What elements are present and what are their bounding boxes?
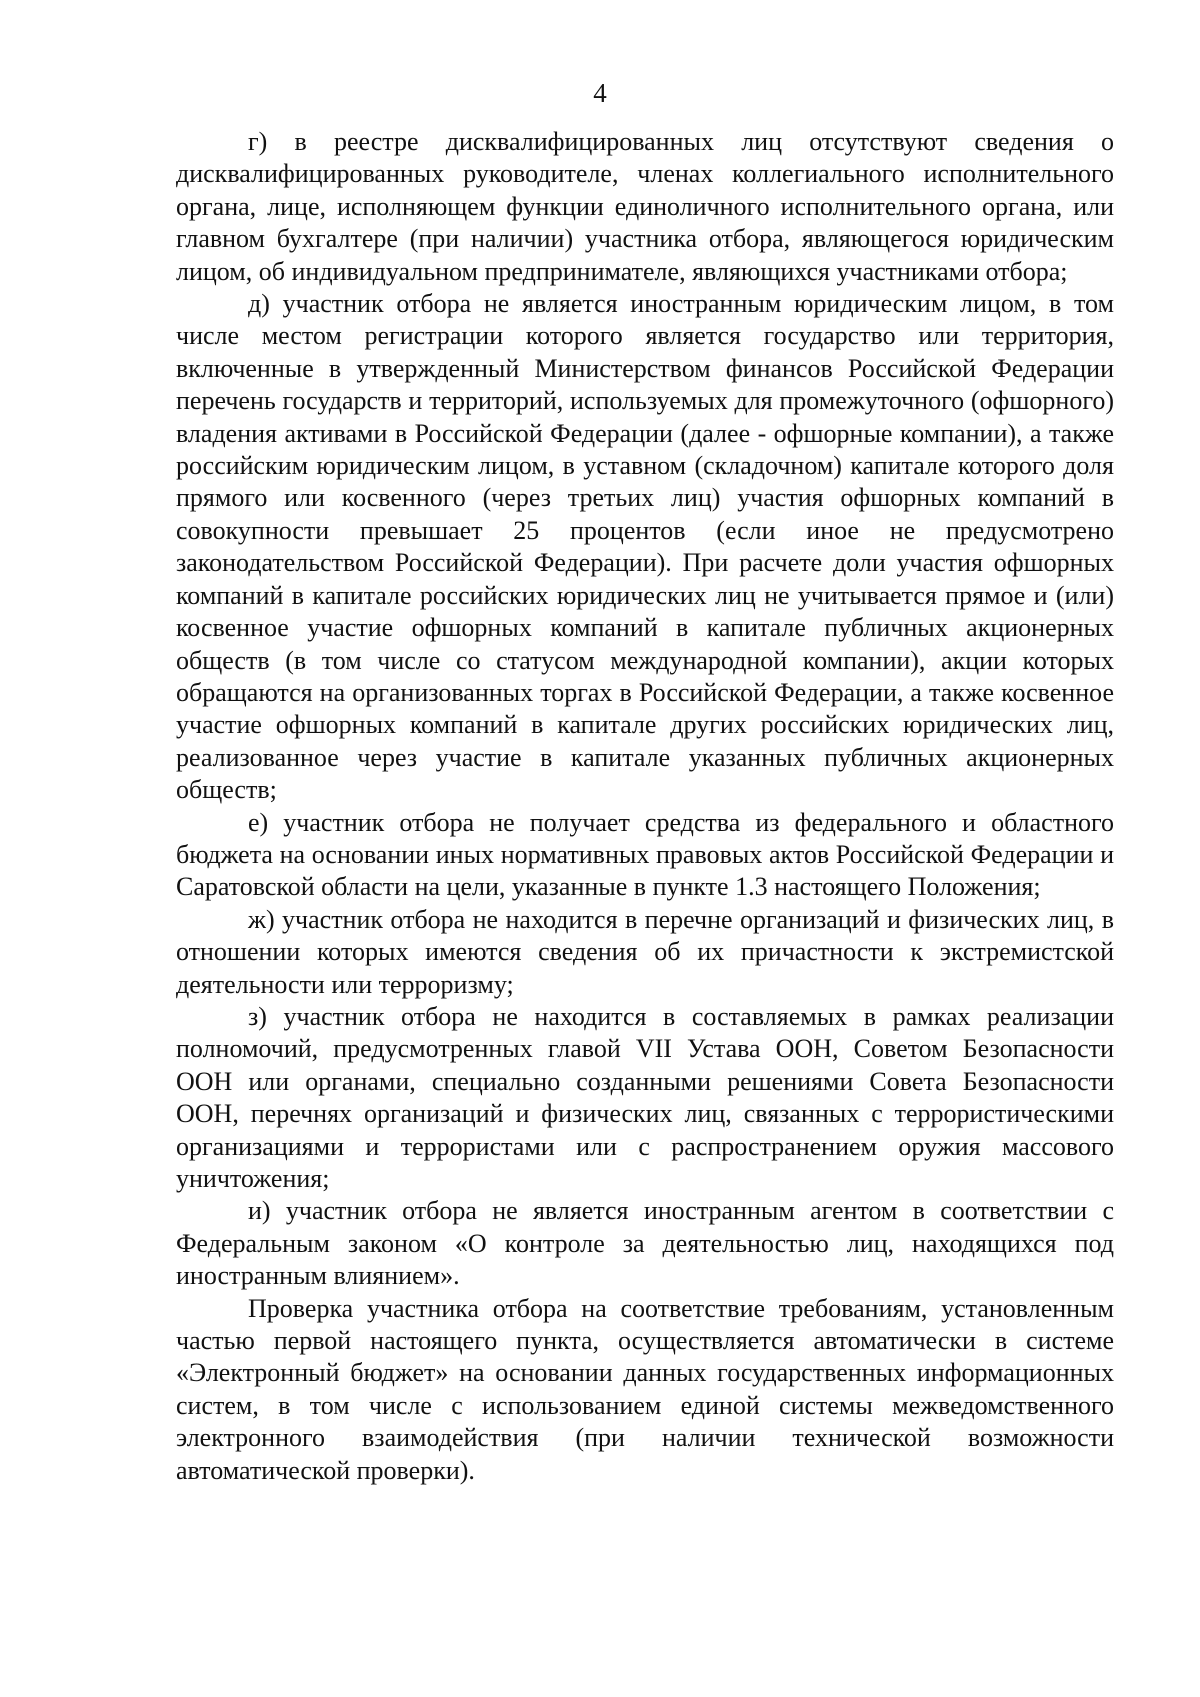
page-number: 4 [593, 78, 607, 108]
paragraph-i-foreign-agent: и) участник отбора не является иностранным агентом в соответствии с Федеральным законом «О контроле за деятельностью лиц, находящихся под иностранным влиянием». [176, 1196, 1114, 1291]
paragraph-g-disqualified-persons: г) в реестре дисквалифицированных лиц отсутствуют сведения о дисквалифицированных руководителе, членах коллегиального исполнительного органа, лице, исполняющем функции единоличного исполнительного органа, или главном бухгалтере (при наличии) участника отбора, являющегося юридическим лицом, об индивидуальном предпринимателе, являющихся участниками отбора; [176, 127, 1114, 286]
paragraph-d-offshore-companies: д) участник отбора не является иностранным юридическим лицом, в том числе местом регистрации которого является государство или территория, включенные в утвержденный Министерством финансов Российской Федерации перечень государств и территорий, используемых для промежуточного (офшорного) владения активами в Российской Федерации (далее - офшорные компании), а также российским юридическим лицом, в уставном (складочном) капитале которого доля прямого или косвенного (через третьих лиц) участия офшорных компаний в совокупности превышает 25 процентов (если иное не предусмотрено законодательством Российской Федерации). При расчете доли участия офшорных компаний в капитале российских юридических лиц не учитывается прямое и (или) косвенное участие офшорных компаний в капитале публичных акционерных обществ (в том числе со статусом международной компании), акции которых обращаются на организованных торгах в Российской Федерации, а также косвенное участие офшорных компаний в капитале других российских юридических лиц, реализованное через участие в капитале указанных публичных акционерных обществ; [176, 289, 1114, 805]
paragraph-automatic-verification: Проверка участника отбора на соответствие требованиям, установленным частью первой настоящего пункта, осуществляется автоматически в системе «Электронный бюджет» на основании данных государственных информационных систем, в том числе с использованием единой системы межведомственного электронного взаимодействия (при наличии технической возможности автоматической проверки). [176, 1293, 1114, 1485]
paragraph-zh-extremism-list: ж) участник отбора не находится в перечне организаций и физических лиц, в отношении которых имеются сведения об их причастности к экстремистской деятельности или терроризму; [176, 904, 1114, 999]
document-body [176, 126, 1114, 1487]
paragraph-e-budget-funds: е) участник отбора не получает средства из федерального и областного бюджета на основании иных нормативных правовых актов Российской Федерации и Саратовской области на цели, указанные в пункте 1.3 настоящего Положения; [176, 807, 1114, 902]
paragraph-z-un-sanctions-list: з) участник отбора не находится в составляемых в рамках реализации полномочий, предусмотренных главой VII Устава ООН, Советом Безопасности ООН или органами, специально созданными решениями Совета Безопасности ООН, перечнях организаций и физических лиц, связанных с террористическими организациями и террористами или с распространением оружия массового уничтожения; [176, 1001, 1114, 1193]
